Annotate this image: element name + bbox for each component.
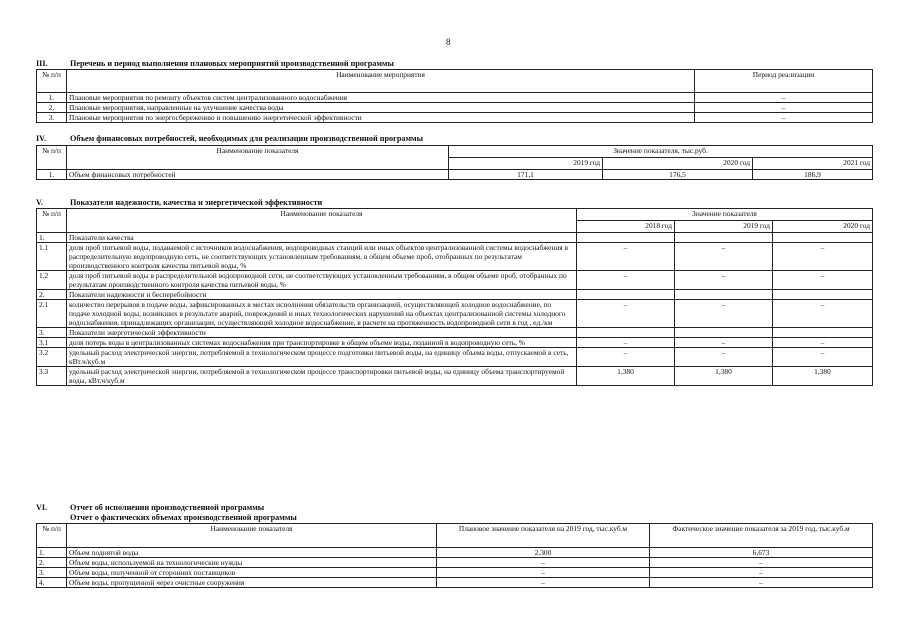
cell-v2: –	[675, 271, 773, 290]
table-report	[36, 523, 873, 588]
header-value: Значение показателя, тыс.руб.	[449, 146, 873, 158]
cell-no: 2.	[37, 103, 67, 113]
table-row	[37, 103, 873, 113]
cell-fact: –	[650, 578, 873, 588]
table-finance-body	[37, 170, 873, 180]
header-plan: Плановое значение показателя на 2019 год, тыс.куб.м	[437, 524, 650, 548]
header-year-2019: 2019 год	[675, 221, 773, 233]
cell-v3: 186,9	[753, 170, 873, 180]
cell-v1: –	[577, 338, 675, 348]
table-activities-body	[37, 93, 873, 123]
section-5-heading	[36, 198, 322, 208]
cell-period: –	[695, 103, 873, 113]
cell-fact: 6,673	[650, 548, 873, 558]
table-row	[37, 290, 873, 300]
cell-name: количество перерывов в подаче воды, зафиксированных в местах исполнения обязательств организацией, осуществляющей холодное водоснабжение, по подаче холодной воды, возникших в результате аварий, повреждений и иных технологических нарушений на объектах централизованной системы холодного водоснабжения, принадлежащих организации, осуществляющей холодное водоснабжение, в расчете на протяженность водопроводной сети в год , ед./км	[67, 300, 577, 328]
cell-name: Объем воды, пропущенной через очистные сооружения	[67, 578, 437, 588]
cell-v1	[577, 233, 675, 243]
cell-period: –	[695, 113, 873, 123]
cell-plan: 2,300	[437, 548, 650, 558]
header-value: Значение показателя	[577, 209, 873, 221]
cell-no: 1.1	[37, 243, 67, 271]
cell-v2: –	[675, 348, 773, 367]
cell-v1: 171,1	[449, 170, 603, 180]
cell-v3: –	[773, 243, 873, 271]
cell-v1: 1,380	[577, 367, 675, 386]
section-4-title: Объем финансовых потребностей, необходимых для реализации производственной программы	[70, 134, 424, 143]
table-row	[37, 243, 873, 271]
cell-name: Объем воды, используемой на технологические нужды	[67, 558, 437, 568]
table-row	[37, 113, 873, 123]
section-3-number: III.	[36, 59, 48, 68]
section-5-number: V.	[36, 198, 43, 207]
cell-v3: –	[773, 348, 873, 367]
section-6-subtitle: Отчет о фактических объемах производственной программы	[70, 513, 297, 522]
cell-v1: –	[577, 300, 675, 328]
cell-no: 2.1	[37, 300, 67, 328]
cell-name: Объем поднятой воды	[67, 548, 437, 558]
cell-fact: –	[650, 558, 873, 568]
table-row	[37, 93, 873, 103]
header-no: № п/п	[37, 524, 67, 548]
cell-name: доля потерь воды в централизованных системах водоснабжения при транспортировке в общем объеме воды, поданной в водопроводную сеть, %	[67, 338, 577, 348]
table-row	[37, 548, 873, 558]
cell-v3	[773, 233, 873, 243]
table-row	[37, 568, 873, 578]
header-year-2018: 2018 год	[577, 221, 675, 233]
table-row	[37, 578, 873, 588]
cell-period: –	[695, 93, 873, 103]
header-name: Наименование показателя	[67, 524, 437, 548]
cell-v1	[577, 328, 675, 338]
section-3-title: Перечень и период выполнения плановых мероприятий производственной программы	[70, 59, 394, 68]
cell-plan: –	[437, 558, 650, 568]
cell-no: 1.	[37, 170, 67, 180]
cell-plan: –	[437, 578, 650, 588]
table-row	[37, 338, 873, 348]
cell-v3	[773, 328, 873, 338]
cell-v3	[773, 290, 873, 300]
cell-no: 3.	[37, 113, 67, 123]
cell-no: 1.	[37, 548, 67, 558]
cell-v2: 1,380	[675, 367, 773, 386]
cell-no: 3.	[37, 328, 67, 338]
cell-v2: 176,5	[603, 170, 753, 180]
table-finance	[36, 145, 873, 180]
cell-v2	[675, 233, 773, 243]
cell-v1	[577, 290, 675, 300]
table-row	[37, 233, 873, 243]
table-row	[37, 558, 873, 568]
header-year-2021: 2021 год	[753, 158, 873, 170]
cell-v3: –	[773, 338, 873, 348]
cell-v2	[675, 290, 773, 300]
cell-v3: 1,380	[773, 367, 873, 386]
cell-v1: –	[577, 348, 675, 367]
cell-no: 1.	[37, 233, 67, 243]
cell-no: 3.2	[37, 348, 67, 367]
header-no: № п/п	[37, 70, 67, 93]
section-4-heading	[36, 134, 423, 144]
cell-no: 4.	[37, 578, 67, 588]
cell-v2: –	[675, 300, 773, 328]
header-name: Наименование мероприятия	[67, 70, 695, 93]
cell-v2	[675, 328, 773, 338]
cell-v2: –	[675, 243, 773, 271]
cell-no: 3.	[37, 568, 67, 578]
cell-name: Объем финансовых потребностей	[67, 170, 449, 180]
header-name: Наименование показателя	[67, 146, 449, 170]
cell-no: 1.2	[37, 271, 67, 290]
section-6-title: Отчет об исполнении производственной программы	[70, 503, 265, 512]
table-report-body	[37, 548, 873, 588]
header-fact: Фактическое значение показателя за 2019 год, тыс.куб.м	[650, 524, 873, 548]
section-6-number: VI.	[36, 503, 48, 512]
cell-name: доля проб питьевой воды, подаваемой с источников водоснабжения, водопроводных станций или иных объектов централизованной системы водоснабжения в распределительную водопроводную сеть, не соответствующих установленным требованиям, в общем объеме проб, отобранных по результатам производственного контроля качества питьевой воды, %	[67, 243, 577, 271]
cell-name: Показатели надежности и бесперебойности	[67, 290, 577, 300]
cell-name: Показатели качества	[67, 233, 577, 243]
cell-name: Показатели энергетической эффективности	[67, 328, 577, 338]
page-number: 8	[446, 37, 451, 47]
header-year-2020: 2020 год	[773, 221, 873, 233]
cell-name: Плановые мероприятия, направленные на улучшение качества воды	[67, 103, 695, 113]
header-name: Наименование показателя	[67, 209, 577, 233]
table-row	[37, 300, 873, 328]
table-row	[37, 271, 873, 290]
header-no: № п/п	[37, 209, 67, 233]
table-row	[37, 348, 873, 367]
cell-name: удельный расход электрической энергии, потребляемой в технологическом процессе подготовки питьевой воды, на единицу объема воды, отпускаемой в сеть, кВт.ч/куб.м	[67, 348, 577, 367]
cell-v2: –	[675, 338, 773, 348]
cell-name: Плановые мероприятия по энергосбережению и повышению энергетической эффективности	[67, 113, 695, 123]
cell-v3: –	[773, 300, 873, 328]
cell-no: 1.	[37, 93, 67, 103]
cell-plan: –	[437, 568, 650, 578]
table-row	[37, 328, 873, 338]
cell-v1: –	[577, 271, 675, 290]
table-row	[37, 367, 873, 386]
cell-fact: –	[650, 568, 873, 578]
header-year-2019: 2019 год	[449, 158, 603, 170]
table-activities	[36, 69, 873, 123]
table-row	[37, 170, 873, 180]
section-4-number: IV.	[36, 134, 47, 143]
section-3-heading	[36, 59, 394, 69]
table-indicators-body	[37, 233, 873, 386]
table-indicators	[36, 208, 873, 386]
cell-name: удельный расход электрической энергии, потребляемой в технологическом процессе транспортировки питьевой воды, на единицу объема транспортируемой воды, кВт.ч/куб.м	[67, 367, 577, 386]
header-year-2020: 2020 год	[603, 158, 753, 170]
section-6-heading	[36, 503, 264, 513]
cell-no: 3.3	[37, 367, 67, 386]
cell-name: доля проб питьевой воды в распределительной водопроводной сети, не соответствующих установленным требованиям, в общем объеме проб, отобранных по результатам производственного контроля качества питьевой воды, %	[67, 271, 577, 290]
section-5-title: Показатели надежности, качества и энергетической эффективности	[70, 198, 323, 207]
header-period: Период реализации	[695, 70, 873, 93]
cell-no: 3.1	[37, 338, 67, 348]
cell-name: Плановые мероприятия по ремонту объектов систем централизованного водоснабжения	[67, 93, 695, 103]
cell-no: 2.	[37, 290, 67, 300]
header-no: № п/п	[37, 146, 67, 170]
cell-name: Объем воды, полученной от сторонних поставщиков	[67, 568, 437, 578]
cell-no: 2.	[37, 558, 67, 568]
cell-v1: –	[577, 243, 675, 271]
cell-v3: –	[773, 271, 873, 290]
